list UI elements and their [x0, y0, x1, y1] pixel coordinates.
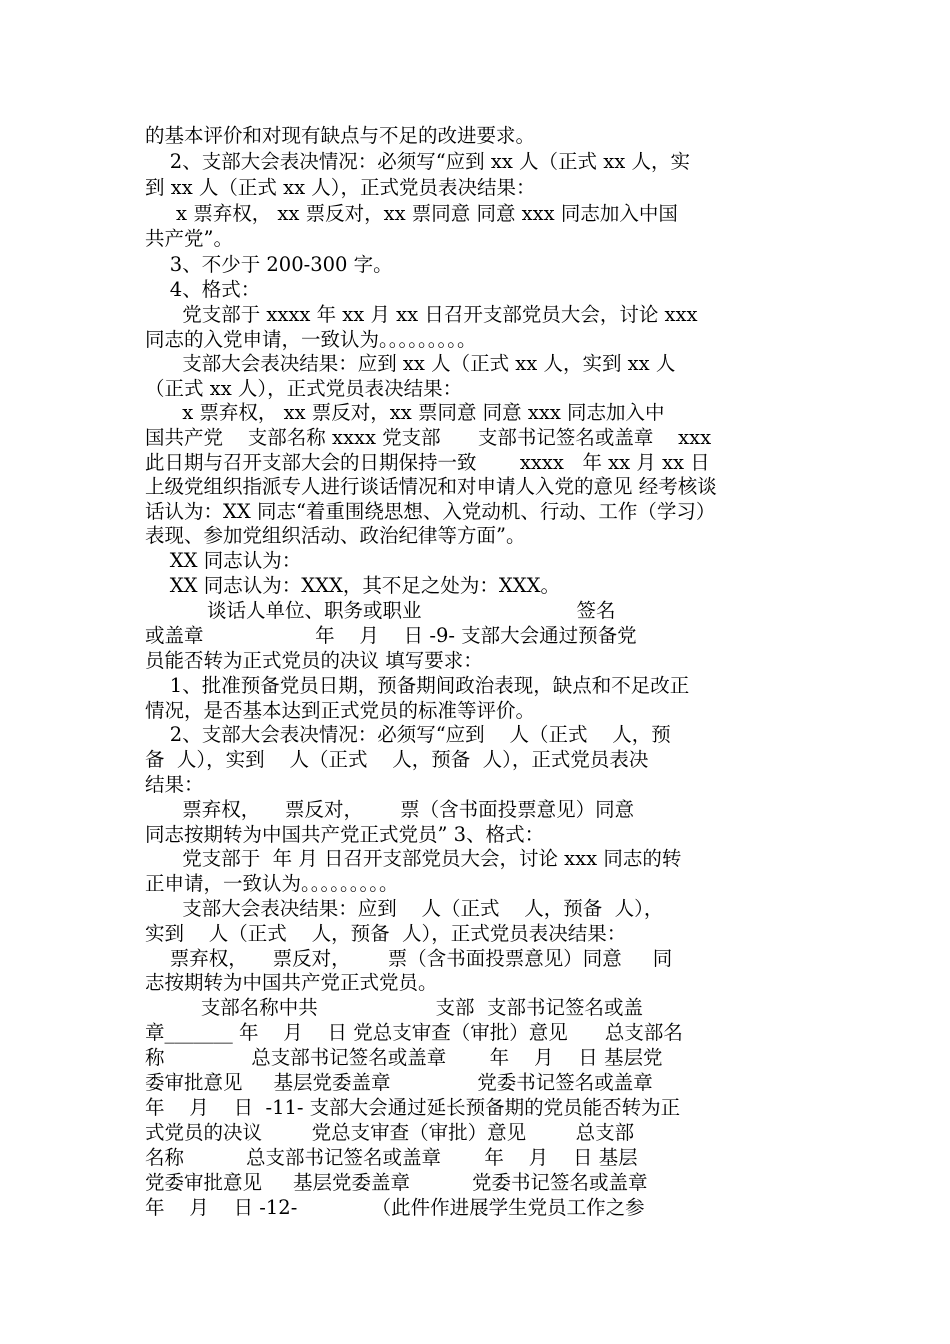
text-line: 年 月 日 -12- （此件作进展学生党员工作之参 — [145, 1196, 645, 1219]
text-line: 2、支部大会表决情况：必须写“应到 xx 人（正式 xx 人，实 — [145, 150, 690, 173]
text-line: 支部名称中共 支部 支部书记签名或盖 — [145, 996, 643, 1019]
text-line: 的基本评价和对现有缺点与不足的改进要求。 — [145, 124, 536, 147]
text-line: 上级党组织指派专人进行谈话情况和对申请人入党的意见 经考核谈 — [145, 475, 717, 498]
text-line: 2、支部大会表决情况：必须写“应到 人（正式 人，预 — [145, 723, 671, 746]
text-line: 话认为：XX 同志“着重围绕思想、入党动机、行动、工作（学习） — [145, 500, 716, 523]
text-line: 到 xx 人（正式 xx 人），正式党员表决结果： — [145, 176, 536, 199]
text-line: 国共产党 支部名称 xxxx 党支部 支部书记签名或盖章 xxx — [145, 426, 712, 449]
text-line: （正式 xx 人），正式党员表决结果： — [145, 377, 463, 400]
text-line: 党支部于 年 月 日召开支部党员大会，讨论 xxx 同志的转 — [145, 847, 682, 870]
text-line: 员能否转为正式党员的决议 填写要求： — [145, 649, 483, 672]
text-line: 谈话人单位、职务或职业 签名 — [145, 599, 616, 622]
text-line: 党支部于 xxxx 年 xx 月 xx 日召开支部党员大会，讨论 xxx — [145, 303, 698, 326]
text-line: XX 同志认为： — [145, 549, 302, 572]
text-line: 表现、参加党组织活动、政治纪律等方面”。 — [145, 524, 526, 547]
text-line: 支部大会表决结果：应到 人（正式 人，预备 人）， — [145, 897, 664, 920]
text-line: 称 总支部书记签名或盖章 年 月 日 基层党 — [145, 1046, 663, 1069]
text-line: 年 月 日 -11- 支部大会通过延长预备期的党员能否转为正 — [145, 1096, 681, 1119]
text-line: 章_______ 年 月 日 党总支审查（审批）意见 总支部名 — [145, 1021, 683, 1044]
text-line: 4、格式： — [145, 278, 261, 301]
text-line: 情况，是否基本达到正式党员的标准等评价。 — [145, 699, 536, 722]
text-line: 备 人），实到 人（正式 人，预备 人），正式党员表决 — [145, 748, 649, 771]
text-line: 1、批准预备党员日期，预备期间政治表现，缺点和不足改正 — [145, 674, 690, 697]
text-line: 或盖章 年 月 日 -9- 支部大会通过预备党 — [145, 624, 637, 647]
text-line: 名称 总支部书记签名或盖章 年 月 日 基层 — [145, 1146, 638, 1169]
text-line: 式党员的决议 党总支审查（审批）意见 总支部 — [145, 1121, 635, 1144]
text-line: 共产党”。 — [145, 227, 233, 250]
text-line: x 票弃权， xx 票反对，xx 票同意 同意 xxx 同志加入中 — [145, 401, 665, 424]
text-line: 志按期转为中国共产党正式党员。 — [145, 971, 438, 994]
text-line: 票弃权， 票反对， 票（含书面投票意见）同意 同 — [145, 947, 673, 970]
text-line: 正申请，一致认为。。。。。。。。。 — [145, 872, 399, 895]
text-line: 结果： — [145, 773, 204, 796]
text-line: 支部大会表决结果：应到 xx 人（正式 xx 人，实到 xx 人 — [145, 352, 676, 375]
text-line: 委审批意见 基层党委盖章 党委书记签名或盖章 — [145, 1071, 653, 1094]
text-line: 票弃权， 票反对， 票（含书面投票意见）同意 — [145, 798, 635, 821]
text-line: 同志的入党申请，一致认为。。。。。。。。。 — [145, 328, 477, 351]
text-line: 党委审批意见 基层党委盖章 党委书记签名或盖章 — [145, 1171, 648, 1194]
text-line: 3、不少于 200-300 字。 — [145, 253, 393, 276]
text-line: 同志按期转为中国共产党正式党员” 3、格式： — [145, 823, 545, 846]
text-line: XX 同志认为：XXX，其不足之处为：XXX。 — [145, 574, 561, 597]
text-line: x 票弃权， xx 票反对，xx 票同意 同意 xxx 同志加入中国 — [145, 202, 678, 225]
text-line: 此日期与召开支部大会的日期保持一致 xxxx 年 xx 月 xx 日 — [145, 451, 710, 474]
text-line: 实到 人（正式 人，预备 人），正式党员表决结果： — [145, 922, 627, 945]
